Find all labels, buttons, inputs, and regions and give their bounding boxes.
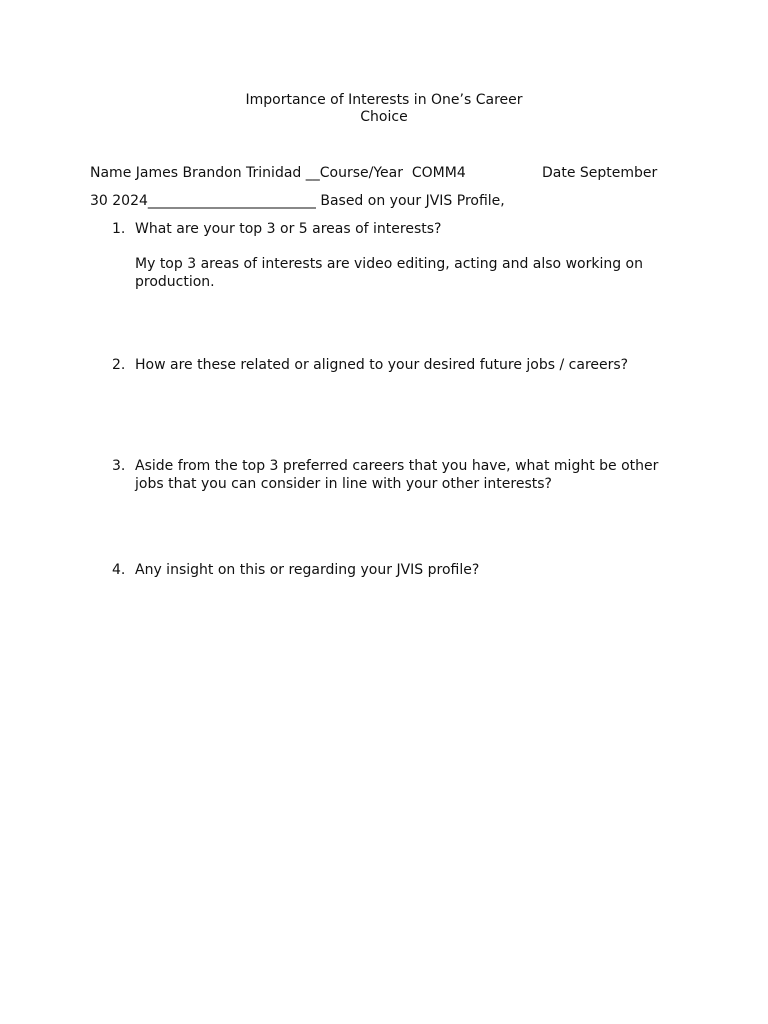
question-4 <box>112 562 672 580</box>
title-line-1: Importance of Interests in One’s Career <box>245 92 523 108</box>
question-1 <box>112 221 672 239</box>
question-text: Any insight on this or regarding your JVIS profile? <box>135 562 480 578</box>
question-number: 4. <box>112 562 126 578</box>
question-2 <box>112 357 672 375</box>
question-text: Aside from the top 3 preferred careers that you have, what might be other jobs that you can consider in line with your other interests? <box>135 458 659 492</box>
document-title <box>0 92 768 126</box>
question-text: What are your top 3 or 5 areas of interests? <box>135 221 442 237</box>
title-line-2: Choice <box>360 109 408 125</box>
question-number: 1. <box>112 221 126 237</box>
date-label: Date September <box>542 165 658 181</box>
question-number: 3. <box>112 458 126 474</box>
question-3 <box>112 458 672 493</box>
date-profile-line: 30 2024________________________ Based on your JVIS Profile, <box>90 193 505 209</box>
question-number: 2. <box>112 357 126 373</box>
name-course-line: Name James Brandon Trinidad __Course/Year COMM4 <box>90 165 466 181</box>
question-text: How are these related or aligned to your desired future jobs / careers? <box>135 357 629 373</box>
answer-1: My top 3 areas of interests are video editing, acting and also working on production. <box>135 256 643 290</box>
